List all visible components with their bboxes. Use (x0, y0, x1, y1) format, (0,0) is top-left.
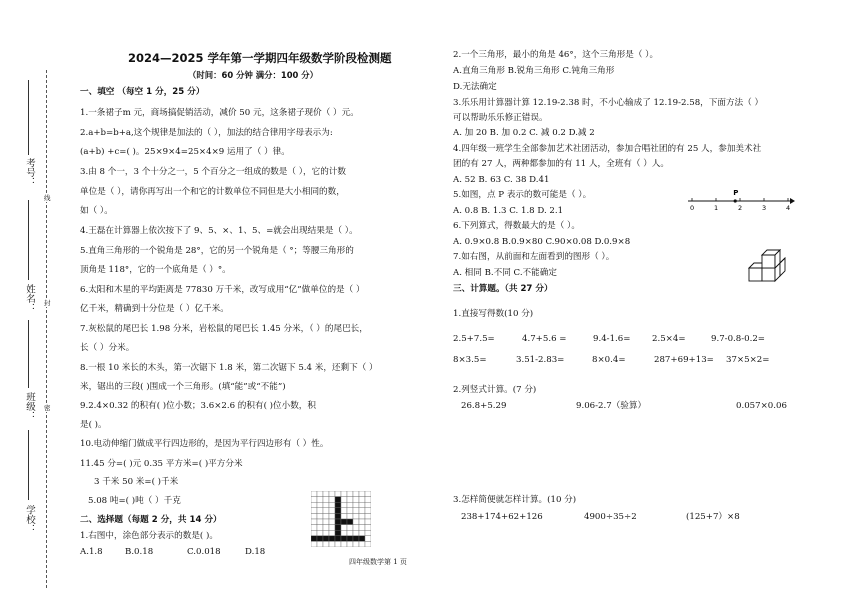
grid-cell (341, 497, 347, 503)
fill-q10: 10.电动伸缩门做成平行四边形的，是因为平行四边形有（ ）性。 (80, 439, 329, 449)
calc-q1-item: 287+69+13= (654, 355, 714, 365)
choice-q1-option-d: D.18 (245, 547, 266, 557)
shaded-grid-figure (311, 491, 371, 547)
grid-cell-shaded (341, 519, 347, 525)
fill-q5: 5.直角三角形的一个锐角是 28°，它的另一个锐角是（ °；等腰三角形的 (80, 246, 354, 256)
grid-cell (323, 530, 329, 536)
grid-cell (323, 513, 329, 519)
grid-cell (341, 525, 347, 531)
choice-q1: 1.右图中，涂色部分表示的数是( )。 (80, 531, 218, 541)
grid-cell (359, 491, 365, 497)
grid-cell (317, 502, 323, 508)
binding-dashed-line (46, 70, 47, 588)
calc-q3-item: 238+174+62+126 (461, 512, 543, 522)
grid-cell (311, 530, 317, 536)
grid-cell (329, 513, 335, 519)
grid-cell (365, 502, 371, 508)
section-calc-heading: 三、计算题。（共 27 分） (453, 284, 553, 294)
grid-cell (329, 502, 335, 508)
choice-q4: 4.四年级一班学生全部参加艺术社团活动，参加合唱社团的有 25 人，参加美术社 (453, 144, 762, 154)
grid-cell (317, 491, 323, 497)
grid-cell (311, 491, 317, 497)
grid-cell (323, 519, 329, 525)
grid-cell (317, 530, 323, 536)
calc-q3-item: 4900÷35÷2 (584, 512, 637, 522)
grid-cell (335, 541, 341, 547)
choice-q4-options: A. 52 B. 63 C. 38 D.41 (453, 175, 550, 185)
grid-cell (365, 513, 371, 519)
calc-q1-item: 2.5×4= (652, 334, 686, 344)
section-choice-heading: 二、选择题（每题 2 分，共 14 分） (80, 515, 222, 525)
choice-q5-options: A. 0.8 B. 1.3 C. 1.8 D. 2.1 (453, 206, 564, 216)
grid-cell (359, 541, 365, 547)
number-line-point-p (734, 199, 737, 202)
grid-cell (353, 530, 359, 536)
grid-cell (329, 525, 335, 531)
grid-cell (317, 525, 323, 531)
grid-cell-shaded (311, 536, 317, 542)
grid-cell (365, 519, 371, 525)
choice-q3: 3.乐乐用计算器计算 12.19-2.38 时，不小心输成了 12.19-2.58，下面方法（ ） (453, 98, 764, 108)
grid-cell (311, 541, 317, 547)
number-line-figure (684, 186, 796, 212)
grid-cell (329, 541, 335, 547)
grid-cell (329, 497, 335, 503)
school-line (28, 430, 29, 500)
calc-q2-item: 9.06-2.7（验算） (576, 401, 647, 411)
grid-cell (323, 491, 329, 497)
grid-cell (335, 491, 341, 497)
grid-cell (359, 508, 365, 514)
grid-cell (317, 519, 323, 525)
calc-q2-item: 0.057×0.06 (736, 401, 787, 411)
grid-cell (353, 525, 359, 531)
fill-q3c: 如（ ）。 (80, 206, 113, 216)
calc-q1-item: 37×5×2= (726, 355, 770, 365)
exam-number-label: 考号： (24, 158, 35, 187)
grid-cell (317, 541, 323, 547)
fill-q5b: 顶角是 118°，它的一个底角是（ ）°。 (80, 265, 231, 275)
grid-cell (365, 525, 371, 531)
calc-q2-item: 26.8+5.29 (461, 401, 507, 411)
fill-q2: 2.a+b=b+a,这个规律是加法的（ ），加法的结合律用字母表示为: (80, 128, 333, 138)
grid-cell-shaded (353, 536, 359, 542)
fill-q4: 4.王磊在计算器上依次按下了 9、5、×、1、5、=就会出现结果是（ ）。 (80, 226, 358, 236)
calc-q1-item: 2.5+7.5= (453, 334, 495, 344)
number-line-tick-label: 1 (714, 204, 719, 212)
cubes-figure (746, 246, 792, 286)
calc-q1-item: 4.7+5.6 = (522, 334, 567, 344)
grid-cell (341, 513, 347, 519)
calc-q3-heading: 3.怎样简便就怎样计算。(10 分) (453, 495, 577, 505)
grid-cell (311, 513, 317, 519)
choice-q2-options: A.直角三角形 B.锐角三角形 C.钝角三角形 (453, 66, 615, 76)
choice-q6-options: A. 0.9×0.8 B.0.9×80 C.90×0.08 D.0.9×8 (453, 237, 631, 247)
number-line-point-label: P (733, 189, 739, 197)
fill-q3b: 单位是（ ），请你再写出一个和它的计数单位不同但是大小相同的数， (80, 187, 345, 197)
grid-cell-shaded (347, 519, 353, 525)
fill-q6b: 亿千米，精确到十分位是（ ）亿千米。 (80, 304, 229, 314)
grid-cell (353, 541, 359, 547)
grid-cell (347, 530, 353, 536)
number-line-tick-label: 4 (786, 204, 791, 212)
calc-q1-item: 8×3.5= (453, 355, 487, 365)
grid-cell (365, 491, 371, 497)
grid-cell-shaded (335, 519, 341, 525)
fill-q11c: 5.08 吨=( )吨（ ）千克 (88, 496, 181, 506)
calc-q1-item: 9.7-0.8-0.2= (711, 334, 766, 344)
fill-q1: 1.一条裙子m 元，商场搞促销活动，减价 50 元，这条裙子现价（ ）元。 (80, 108, 359, 118)
grid-cell (341, 541, 347, 547)
grid-cell-shaded (329, 536, 335, 542)
number-line-tick-label: 3 (762, 204, 767, 212)
fill-q2b: (a+b) +c=( )。25×9×4=25×4×9 运用了（ ）律。 (80, 147, 290, 157)
choice-q2: 2.一个三角形，最小的角是 46°，这个三角形是（ ）。 (453, 50, 659, 60)
grid-cell (365, 530, 371, 536)
choice-q6: 6.下列算式，得数最大的是（ ）。 (453, 221, 580, 231)
choice-q2-option-d: D.无法确定 (453, 82, 497, 92)
fill-q8b: 米，锯出的三段( )围成一个三角形。(填“能”或“不能”) (80, 382, 286, 392)
grid-cell (329, 508, 335, 514)
fill-q8: 8.一根 10 米长的木头，第一次锯下 1.8 米，第二次锯下 5.4 米，还剩下（ ） (80, 363, 378, 373)
section-fill-heading: 一、填空 （每空 1 分，25 分） (80, 87, 205, 97)
grid-cell (329, 519, 335, 525)
grid-cell (311, 497, 317, 503)
grid-cell (359, 525, 365, 531)
fill-q7b: 长（ ）分米。 (80, 343, 135, 353)
grid-cell (365, 541, 371, 547)
grid-cell (311, 508, 317, 514)
grid-cell (341, 530, 347, 536)
name-label: 姓名： (24, 284, 35, 313)
choice-q1-option-b: B.0.18 (125, 547, 154, 557)
choice-q5: 5.如图，点 P 表示的数可能是（ ）。 (453, 190, 592, 200)
grid-cell (353, 508, 359, 514)
grid-cell (323, 497, 329, 503)
grid-cell (365, 536, 371, 542)
grid-cell-shaded (323, 536, 329, 542)
binding-feng: 封 (44, 299, 51, 307)
page-title: 2024—2025 学年第一学期四年级数学阶段检测题 (128, 51, 392, 65)
exam-number-line (28, 80, 29, 155)
grid-cell (329, 530, 335, 536)
grid-cell (365, 508, 371, 514)
grid-cell (341, 502, 347, 508)
grid-cell (353, 513, 359, 519)
grid-cell-shaded (359, 536, 365, 542)
grid-cell (353, 497, 359, 503)
choice-q1-option-a: A.1.8 (80, 547, 103, 557)
fill-q6: 6.太阳和木星的平均距离是 77830 万千米，改写成用“亿”做单位的是（ ） (80, 285, 365, 295)
grid-cell (311, 502, 317, 508)
grid-cell (323, 541, 329, 547)
calc-q1-item: 9.4-1.6= (593, 334, 631, 344)
grid-cell-shaded (347, 536, 353, 542)
calc-q1-item: 3.51-2.83= (516, 355, 565, 365)
grid-cell-shaded (335, 513, 341, 519)
choice-q7-options: A. 相同 B.不同 C.不能确定 (453, 268, 557, 278)
name-line (28, 200, 29, 280)
grid-cell-shaded (335, 508, 341, 514)
number-line-arrow (790, 198, 795, 204)
grid-cell (359, 519, 365, 525)
grid-cell (323, 508, 329, 514)
grid-cell (311, 519, 317, 525)
grid-cell (347, 491, 353, 497)
grid-cell (317, 508, 323, 514)
grid-cell (347, 525, 353, 531)
grid-cell (365, 497, 371, 503)
grid-cell (359, 502, 365, 508)
number-line-tick-label: 0 (690, 204, 695, 212)
binding-xian: 线 (44, 194, 51, 202)
grid-cell-shaded (335, 502, 341, 508)
grid-cell (359, 530, 365, 536)
fill-q9: 9.2.4×0.32 的积有( )位小数；3.6×2.6 的积有( )位小数，积 (80, 401, 316, 411)
choice-q3-options: A. 加 20 B. 加 0.2 C. 减 0.2 D.减 2 (453, 128, 595, 138)
choice-q7: 7.如右图，从前面和左面看到的图形（ ）。 (453, 252, 615, 262)
binding-mi: 密 (44, 404, 51, 412)
fill-q3: 3.由 8 个一，3 个十分之一，5 个百分之一组成的数是（ ），它的计数 (80, 167, 346, 177)
grid-cell-shaded (341, 536, 347, 542)
calc-q2-heading: 2.列竖式计算。(7 分) (453, 385, 537, 395)
grid-cell (353, 502, 359, 508)
calc-q1-item: 8×0.4= (592, 355, 626, 365)
grid-cell-shaded (335, 530, 341, 536)
grid-cell (311, 525, 317, 531)
grid-cell (323, 525, 329, 531)
grid-cell-shaded (335, 536, 341, 542)
grid-cell (329, 491, 335, 497)
grid-cell (347, 541, 353, 547)
calc-q3-item: (125+7）×8 (686, 512, 740, 522)
class-label: 班级： (24, 392, 35, 421)
fill-q9b: 是( )。 (80, 420, 107, 430)
grid-cell-shaded (335, 497, 341, 503)
fill-q11b: 3 千米 50 米=( )千米 (94, 477, 179, 487)
grid-cell (317, 497, 323, 503)
grid-cell (353, 491, 359, 497)
school-label: 学校： (24, 505, 35, 534)
fill-q7: 7.灰松鼠的尾巴长 1.98 分米，岩松鼠的尾巴长 1.45 分米，（ ）的尾巴长， (80, 324, 368, 334)
calc-q1-heading: 1.直接写得数(10 分) (453, 309, 534, 319)
choice-q3b: 可以帮助乐乐修正错误。 (453, 113, 548, 123)
grid-cell (317, 513, 323, 519)
grid-cell-shaded (335, 525, 341, 531)
grid-cell (347, 502, 353, 508)
grid-cell (347, 497, 353, 503)
choice-q4b: 团的有 27 人，两种都参加的有 11 人，全班有（ ）人。 (453, 159, 669, 169)
choice-q1-option-c: C.0.018 (187, 547, 221, 557)
number-line-tick-label: 2 (738, 204, 743, 212)
grid-cell (353, 519, 359, 525)
class-line (28, 320, 29, 388)
grid-cell (341, 491, 347, 497)
page-subtitle: （时间：60 分钟 满分：100 分） (188, 70, 319, 80)
grid-cell (359, 497, 365, 503)
grid-cell (347, 508, 353, 514)
grid-cell (347, 513, 353, 519)
grid-cell (323, 502, 329, 508)
fill-q11: 11.45 分=( )元 0.35 平方米=( )平方分米 (80, 459, 243, 469)
grid-cell (359, 513, 365, 519)
page-footer: 四年级数学第 1 页 (349, 558, 407, 566)
grid-cell (341, 508, 347, 514)
grid-cell-shaded (317, 536, 323, 542)
